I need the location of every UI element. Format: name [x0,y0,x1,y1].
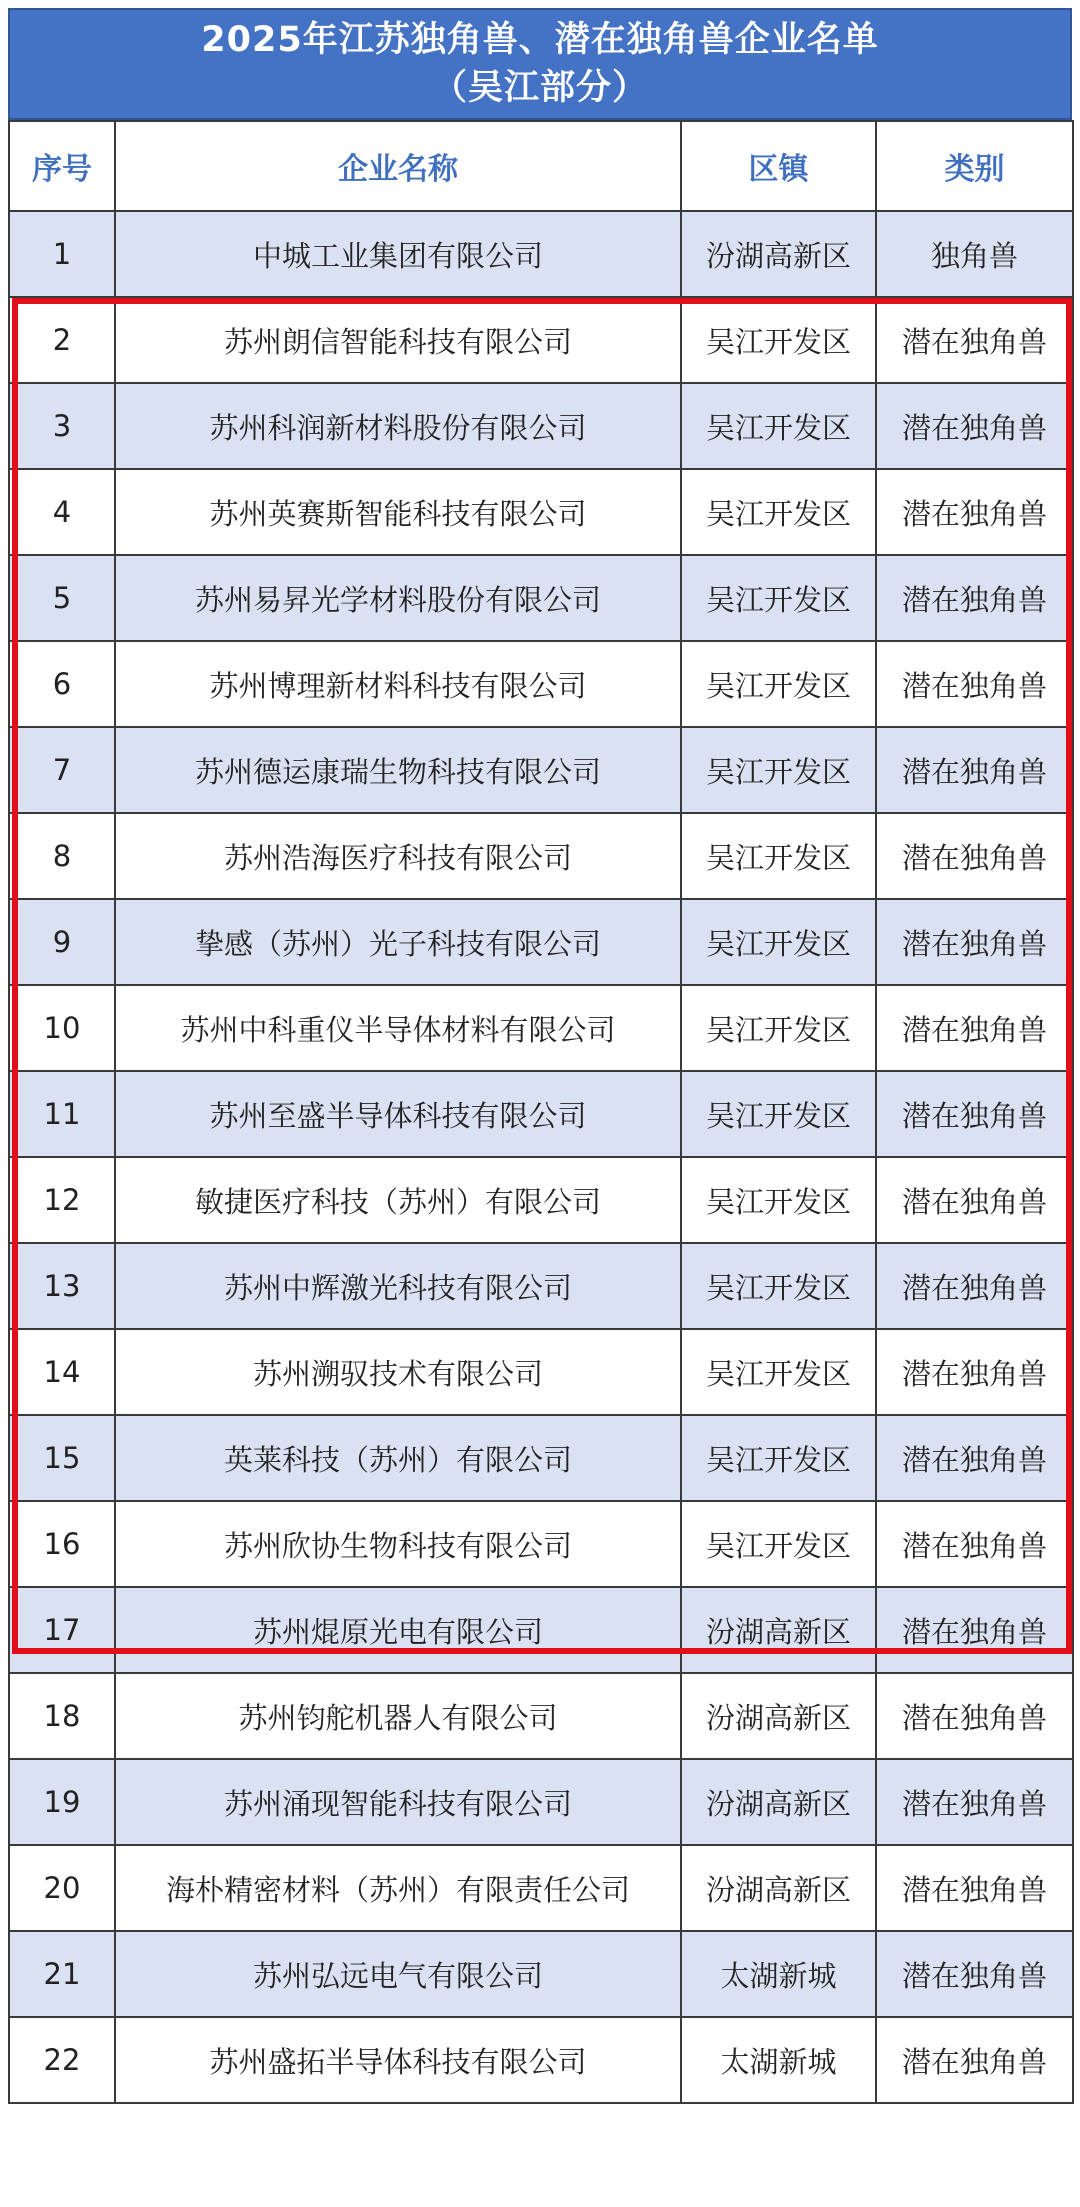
district-cell: 吴江开发区 [681,1415,876,1501]
row-index-cell: 2 [9,297,115,383]
row-index-cell: 18 [9,1673,115,1759]
company-name-cell: 英莱科技（苏州）有限公司 [115,1415,681,1501]
table-row [9,297,1073,383]
header-district: 区镇 [681,121,876,211]
category-cell: 潜在独角兽 [876,1071,1073,1157]
row-index-cell: 8 [9,813,115,899]
category-cell: 潜在独角兽 [876,1415,1073,1501]
category-cell: 潜在独角兽 [876,555,1073,641]
district-cell: 汾湖高新区 [681,1587,876,1673]
row-index-cell: 21 [9,1931,115,2017]
row-index-cell: 3 [9,383,115,469]
row-index-cell: 9 [9,899,115,985]
table-row [9,555,1073,641]
company-name-cell: 苏州欣协生物科技有限公司 [115,1501,681,1587]
row-index-cell: 6 [9,641,115,727]
table-row [9,1759,1073,1845]
category-cell: 潜在独角兽 [876,2017,1073,2103]
district-cell: 汾湖高新区 [681,211,876,297]
company-name-cell: 苏州涌现智能科技有限公司 [115,1759,681,1845]
category-cell: 潜在独角兽 [876,1845,1073,1931]
district-cell: 太湖新城 [681,1931,876,2017]
district-cell: 吴江开发区 [681,1243,876,1329]
company-list-sheet [8,8,1072,2104]
header-row [9,121,1073,211]
district-cell: 吴江开发区 [681,1157,876,1243]
category-cell: 潜在独角兽 [876,1931,1073,2017]
company-name-cell: 挚感（苏州）光子科技有限公司 [115,899,681,985]
table-row [9,1415,1073,1501]
district-cell: 汾湖高新区 [681,1759,876,1845]
header-index: 序号 [9,121,115,211]
table-row [9,1501,1073,1587]
company-name-cell: 苏州中科重仪半导体材料有限公司 [115,985,681,1071]
table-row [9,899,1073,985]
company-name-cell: 中城工业集团有限公司 [115,211,681,297]
company-name-cell: 苏州钧舵机器人有限公司 [115,1673,681,1759]
company-name-cell: 苏州科润新材料股份有限公司 [115,383,681,469]
category-cell: 潜在独角兽 [876,985,1073,1071]
table-row [9,1931,1073,2017]
table-row [9,2017,1073,2103]
district-cell: 吴江开发区 [681,1501,876,1587]
district-cell: 吴江开发区 [681,899,876,985]
district-cell: 吴江开发区 [681,813,876,899]
row-index-cell: 17 [9,1587,115,1673]
header-category: 类别 [876,121,1073,211]
company-name-cell: 苏州弘远电气有限公司 [115,1931,681,2017]
row-index-cell: 15 [9,1415,115,1501]
company-name-cell: 苏州溯驭技术有限公司 [115,1329,681,1415]
row-index-cell: 19 [9,1759,115,1845]
row-index-cell: 11 [9,1071,115,1157]
table-row [9,1673,1073,1759]
table-row [9,211,1073,297]
district-cell: 汾湖高新区 [681,1673,876,1759]
row-index-cell: 13 [9,1243,115,1329]
company-table [8,120,1074,2104]
title-line-2: （吴江部分） [431,68,648,108]
row-index-cell: 4 [9,469,115,555]
category-cell: 潜在独角兽 [876,899,1073,985]
category-cell: 独角兽 [876,211,1073,297]
category-cell: 潜在独角兽 [876,727,1073,813]
row-index-cell: 22 [9,2017,115,2103]
district-cell: 吴江开发区 [681,727,876,813]
company-name-cell: 苏州浩海医疗科技有限公司 [115,813,681,899]
company-name-cell: 苏州至盛半导体科技有限公司 [115,1071,681,1157]
district-cell: 吴江开发区 [681,641,876,727]
category-cell: 潜在独角兽 [876,1157,1073,1243]
company-name-cell: 苏州易昇光学材料股份有限公司 [115,555,681,641]
table-row [9,1071,1073,1157]
company-name-cell: 苏州英赛斯智能科技有限公司 [115,469,681,555]
row-index-cell: 20 [9,1845,115,1931]
category-cell: 潜在独角兽 [876,641,1073,727]
district-cell: 吴江开发区 [681,1071,876,1157]
category-cell: 潜在独角兽 [876,1673,1073,1759]
category-cell: 潜在独角兽 [876,297,1073,383]
company-name-cell: 苏州博理新材料科技有限公司 [115,641,681,727]
header-company-name: 企业名称 [115,121,681,211]
category-cell: 潜在独角兽 [876,1587,1073,1673]
district-cell: 汾湖高新区 [681,1845,876,1931]
district-cell: 太湖新城 [681,2017,876,2103]
category-cell: 潜在独角兽 [876,383,1073,469]
title-line-1: 2025年江苏独角兽、潜在独角兽企业名单 [201,20,879,60]
table-row [9,383,1073,469]
row-index-cell: 14 [9,1329,115,1415]
district-cell: 吴江开发区 [681,1329,876,1415]
district-cell: 吴江开发区 [681,383,876,469]
table-row [9,1845,1073,1931]
district-cell: 吴江开发区 [681,297,876,383]
category-cell: 潜在独角兽 [876,469,1073,555]
row-index-cell: 12 [9,1157,115,1243]
category-cell: 潜在独角兽 [876,1501,1073,1587]
district-cell: 吴江开发区 [681,469,876,555]
row-index-cell: 10 [9,985,115,1071]
table-row [9,727,1073,813]
district-cell: 吴江开发区 [681,985,876,1071]
title-banner [8,8,1072,120]
row-index-cell: 16 [9,1501,115,1587]
company-name-cell: 苏州盛拓半导体科技有限公司 [115,2017,681,2103]
table-row [9,985,1073,1071]
table-row [9,1157,1073,1243]
row-index-cell: 1 [9,211,115,297]
company-name-cell: 敏捷医疗科技（苏州）有限公司 [115,1157,681,1243]
category-cell: 潜在独角兽 [876,1759,1073,1845]
category-cell: 潜在独角兽 [876,1243,1073,1329]
category-cell: 潜在独角兽 [876,1329,1073,1415]
table-row [9,813,1073,899]
company-name-cell: 海朴精密材料（苏州）有限责任公司 [115,1845,681,1931]
company-name-cell: 苏州焜原光电有限公司 [115,1587,681,1673]
company-name-cell: 苏州朗信智能科技有限公司 [115,297,681,383]
table-row [9,1243,1073,1329]
table-row [9,469,1073,555]
company-name-cell: 苏州中辉激光科技有限公司 [115,1243,681,1329]
category-cell: 潜在独角兽 [876,813,1073,899]
district-cell: 吴江开发区 [681,555,876,641]
row-index-cell: 5 [9,555,115,641]
table-row [9,641,1073,727]
table-row [9,1329,1073,1415]
company-name-cell: 苏州德运康瑞生物科技有限公司 [115,727,681,813]
table-row [9,1587,1073,1673]
row-index-cell: 7 [9,727,115,813]
